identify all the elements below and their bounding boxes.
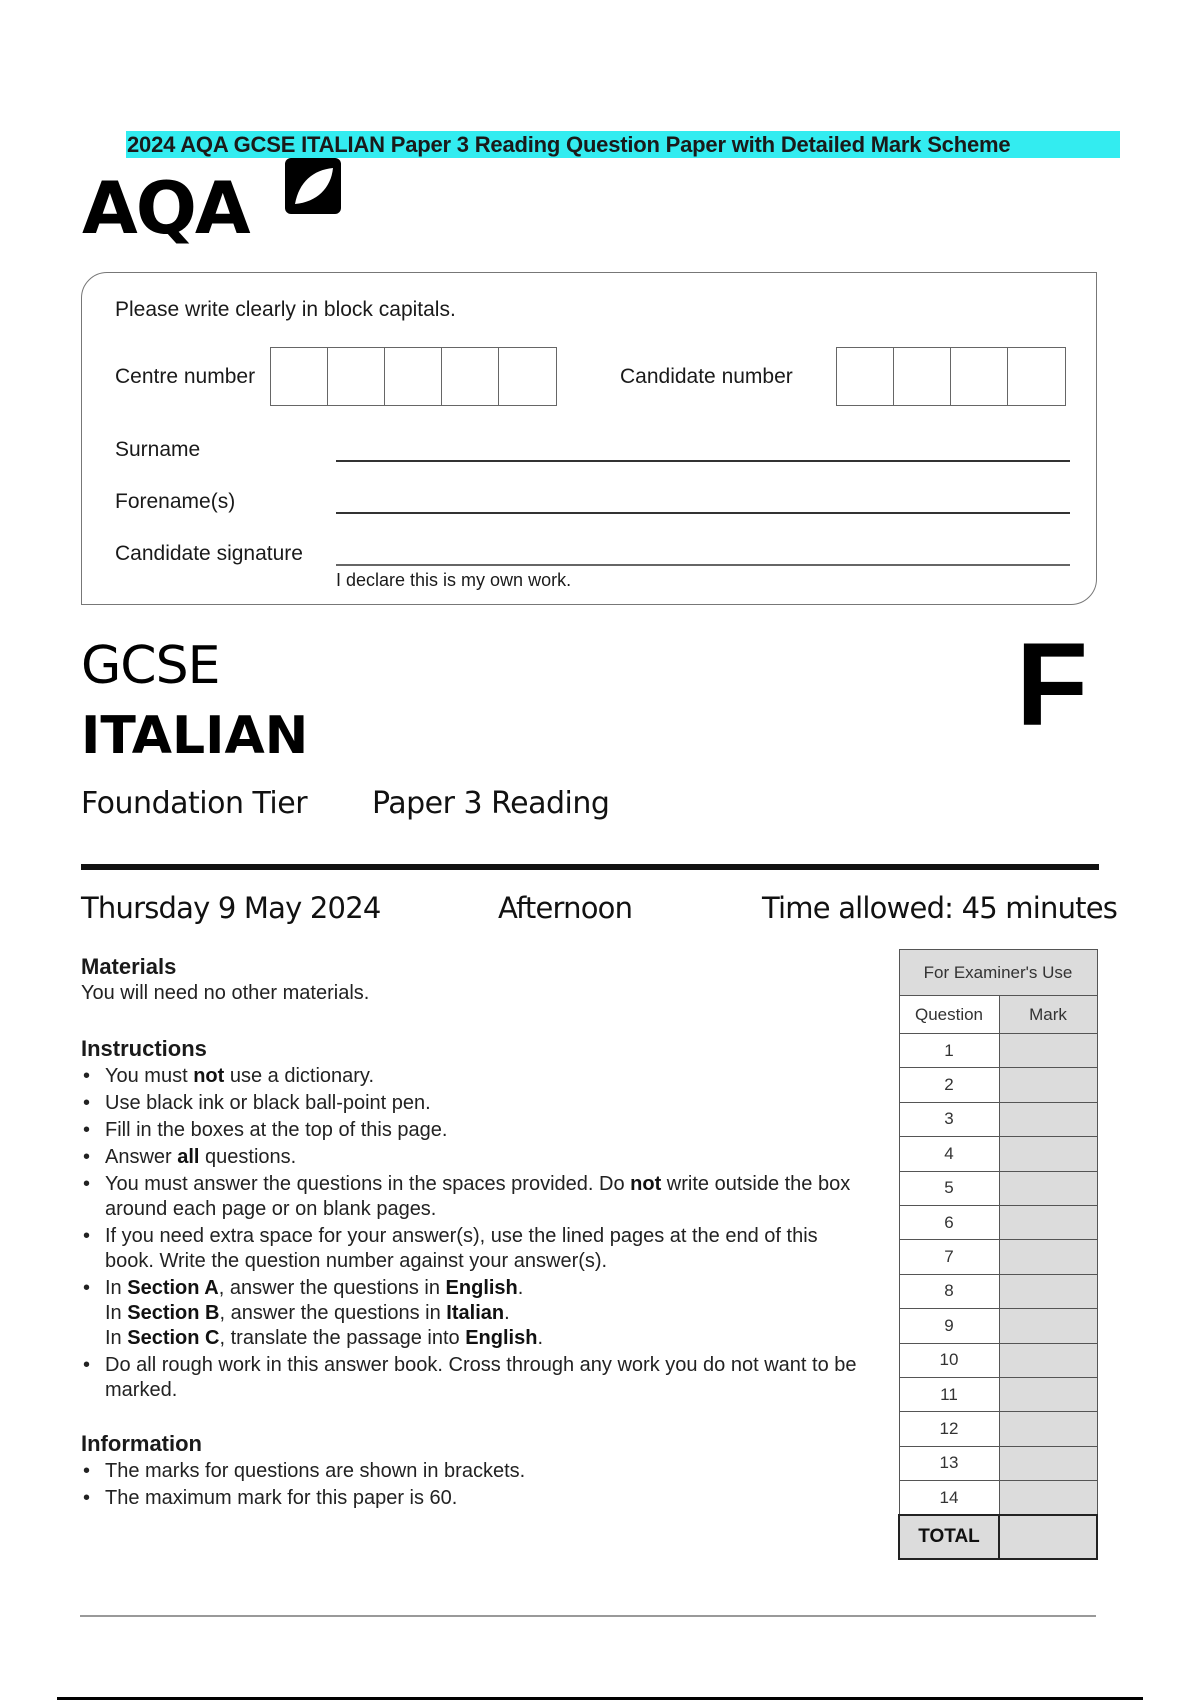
candidate-number-digit[interactable] bbox=[837, 348, 894, 405]
surname-label: Surname bbox=[115, 438, 201, 461]
exam-session: Afternoon bbox=[498, 891, 633, 925]
examiner-table-row bbox=[899, 1343, 1097, 1377]
question-number-cell: 6 bbox=[899, 1205, 999, 1239]
question-number-cell: 4 bbox=[899, 1137, 999, 1171]
mark-cell bbox=[999, 1446, 1097, 1480]
instruction-item: • You must answer the questions in the spaces provided. Do not write outside the box around each page or on blank pages. bbox=[81, 1172, 871, 1222]
materials-text: You will need no other materials. bbox=[81, 982, 370, 1004]
document-title-banner: 2024 AQA GCSE ITALIAN Paper 3 Reading Question Paper with Detailed Mark Scheme bbox=[126, 131, 1120, 158]
examiner-table-row bbox=[899, 1309, 1097, 1343]
forenames-field[interactable] bbox=[336, 512, 1070, 514]
signature-label: Candidate signature bbox=[115, 542, 303, 565]
total-mark-cell bbox=[999, 1515, 1097, 1559]
signature-field[interactable] bbox=[336, 564, 1070, 566]
logo-text: AQA bbox=[82, 166, 249, 250]
materials-heading: Materials bbox=[81, 954, 177, 979]
question-number-cell: 11 bbox=[899, 1377, 999, 1411]
mark-cell bbox=[999, 1343, 1097, 1377]
instruction-item: • Answer all questions. bbox=[81, 1145, 871, 1170]
instructions-list bbox=[81, 1064, 871, 1405]
tier-label: Foundation Tier bbox=[81, 786, 308, 821]
aqa-leaf-icon bbox=[285, 158, 341, 214]
mark-cell bbox=[999, 1481, 1097, 1515]
instruction-item: • If you need extra space for your answer(s), use the lined pages at the end of this book. Write the question number against your answer(s). bbox=[81, 1224, 871, 1274]
question-number-cell: 9 bbox=[899, 1309, 999, 1343]
centre-number-label: Centre number bbox=[115, 365, 256, 388]
forenames-label: Forename(s) bbox=[115, 490, 236, 513]
examiner-table-row bbox=[899, 1274, 1097, 1308]
instructions-heading: Instructions bbox=[81, 1036, 207, 1061]
examiner-table-row bbox=[899, 1446, 1097, 1480]
centre-number-digit[interactable] bbox=[442, 348, 499, 405]
centre-number-digit[interactable] bbox=[328, 348, 385, 405]
aqa-logo bbox=[82, 158, 342, 250]
examiner-table-title: For Examiner's Use bbox=[899, 950, 1097, 996]
instruction-item: • Do all rough work in this answer book. Cross through any work you do not want to be marked. bbox=[81, 1353, 871, 1403]
examiner-table-row bbox=[899, 1034, 1097, 1068]
candidate-number-field[interactable] bbox=[836, 347, 1066, 406]
mark-cell bbox=[999, 1034, 1097, 1068]
information-item: • The marks for questions are shown in brackets. bbox=[81, 1459, 871, 1484]
centre-number-digit[interactable] bbox=[499, 348, 556, 405]
centre-number-field[interactable] bbox=[270, 347, 557, 406]
candidate-number-digit[interactable] bbox=[951, 348, 1008, 405]
candidate-number-digit[interactable] bbox=[1008, 348, 1065, 405]
declaration-text: I declare this is my own work. bbox=[336, 570, 572, 590]
instruction-item: • Fill in the boxes at the top of this page. bbox=[81, 1118, 871, 1143]
question-column-header: Question bbox=[899, 996, 999, 1034]
mark-cell bbox=[999, 1240, 1097, 1274]
information-heading: Information bbox=[81, 1431, 202, 1456]
information-list bbox=[81, 1459, 871, 1513]
question-number-cell: 1 bbox=[899, 1034, 999, 1068]
surname-field[interactable] bbox=[336, 460, 1070, 462]
question-number-cell: 12 bbox=[899, 1412, 999, 1446]
examiner-table-row bbox=[899, 1068, 1097, 1102]
mark-cell bbox=[999, 1205, 1097, 1239]
question-number-cell: 13 bbox=[899, 1446, 999, 1480]
qualification-title: GCSE bbox=[81, 636, 220, 696]
paper-label: Paper 3 Reading bbox=[372, 786, 610, 821]
examiner-table-row bbox=[899, 1205, 1097, 1239]
mark-cell bbox=[999, 1309, 1097, 1343]
total-label: TOTAL bbox=[899, 1515, 999, 1559]
examiner-table-row bbox=[899, 1102, 1097, 1136]
mark-cell bbox=[999, 1274, 1097, 1308]
question-number-cell: 7 bbox=[899, 1240, 999, 1274]
examiner-table-row bbox=[899, 1481, 1097, 1515]
instruction-item: • You must not use a dictionary. bbox=[81, 1064, 871, 1089]
question-number-cell: 5 bbox=[899, 1171, 999, 1205]
examiner-table-row bbox=[899, 1137, 1097, 1171]
block-capitals-instruction: Please write clearly in block capitals. bbox=[115, 298, 456, 321]
centre-number-digit[interactable] bbox=[385, 348, 442, 405]
mark-cell bbox=[999, 1412, 1097, 1446]
information-item: • The maximum mark for this paper is 60. bbox=[81, 1486, 871, 1511]
examiner-table-row bbox=[899, 1240, 1097, 1274]
mark-cell bbox=[999, 1102, 1097, 1136]
mark-column-header: Mark bbox=[999, 996, 1097, 1034]
examiner-use-table bbox=[898, 949, 1098, 1560]
section-divider bbox=[81, 864, 1099, 870]
subject-title: ITALIAN bbox=[81, 706, 309, 766]
candidate-number-digit[interactable] bbox=[894, 348, 951, 405]
question-number-cell: 8 bbox=[899, 1274, 999, 1308]
question-number-cell: 3 bbox=[899, 1102, 999, 1136]
tier-letter: F bbox=[1016, 619, 1089, 751]
question-number-cell: 14 bbox=[899, 1481, 999, 1515]
mark-cell bbox=[999, 1171, 1097, 1205]
instruction-item: • In Section A, answer the questions in English. In Section B, answer the questions in Italian. In Section C, translate the passage into English. bbox=[81, 1276, 871, 1351]
candidate-number-label: Candidate number bbox=[620, 365, 793, 388]
footer-divider bbox=[80, 1615, 1096, 1617]
mark-cell bbox=[999, 1137, 1097, 1171]
examiner-table-row bbox=[899, 1377, 1097, 1411]
instruction-item: • Use black ink or black ball-point pen. bbox=[81, 1091, 871, 1116]
question-number-cell: 2 bbox=[899, 1068, 999, 1102]
centre-number-digit[interactable] bbox=[271, 348, 328, 405]
mark-cell bbox=[999, 1377, 1097, 1411]
examiner-table-row bbox=[899, 1171, 1097, 1205]
exam-date: Thursday 9 May 2024 bbox=[81, 891, 381, 925]
question-number-cell: 10 bbox=[899, 1343, 999, 1377]
examiner-table-row bbox=[899, 1412, 1097, 1446]
mark-cell bbox=[999, 1068, 1097, 1102]
time-allowed: Time allowed: 45 minutes bbox=[762, 891, 1118, 925]
